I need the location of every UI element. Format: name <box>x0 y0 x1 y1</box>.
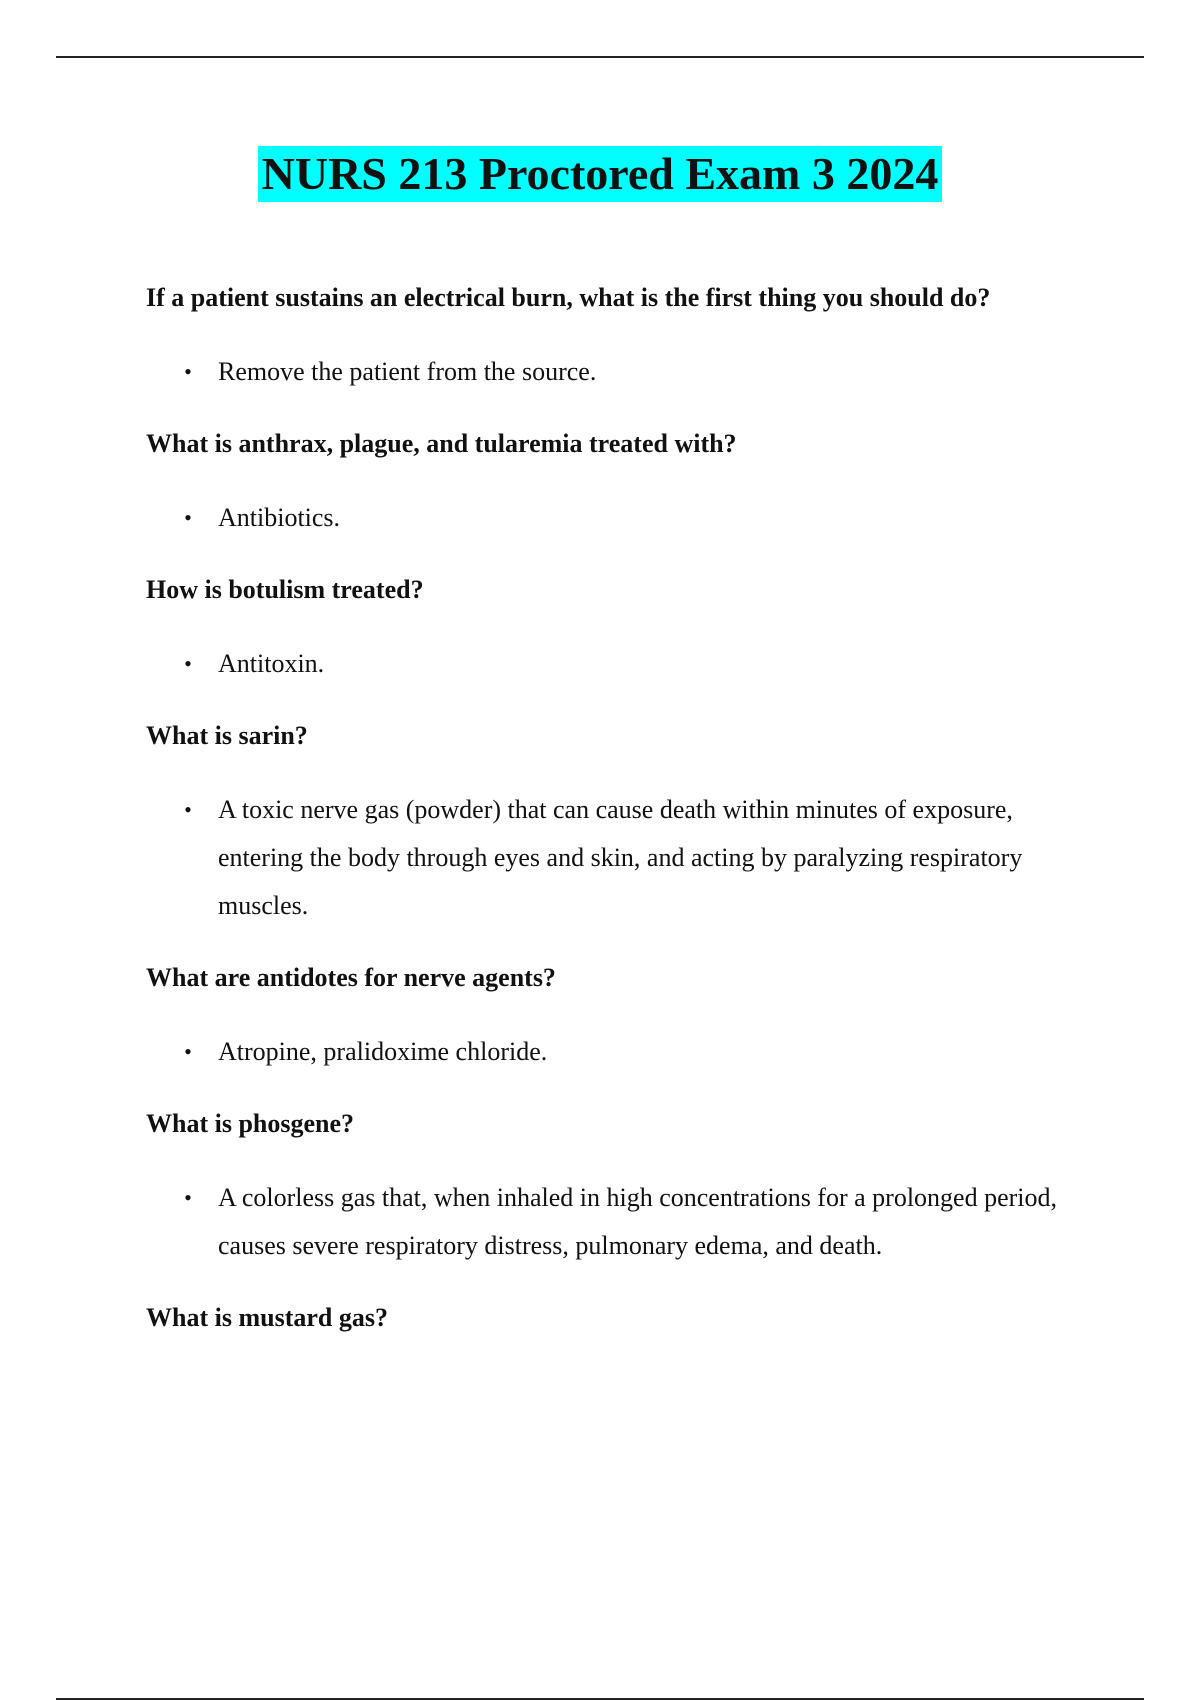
page-title: NURS 213 Proctored Exam 3 2024 <box>258 146 943 202</box>
answer-item <box>146 1174 1096 1270</box>
answer-list <box>146 1028 1096 1076</box>
answer-text: Antibiotics. <box>218 503 341 532</box>
answer-text: A toxic nerve gas (powder) that can cause death within minutes of exposure, entering the body through eyes and skin, and acting by paralyzing respiratory muscles. <box>218 795 1023 920</box>
question-text: What is anthrax, plague, and tularemia treated with? <box>146 429 737 458</box>
answer-item <box>146 1028 1096 1076</box>
bullet-icon: • <box>184 1185 192 1210</box>
qa-item <box>146 716 1096 930</box>
answer-item <box>146 640 1096 688</box>
question-text: What is sarin? <box>146 721 308 750</box>
answer-item <box>146 348 1096 396</box>
answer-list <box>146 348 1096 396</box>
question-text: How is botulism treated? <box>146 575 424 604</box>
qa-item <box>146 570 1096 688</box>
qa-item <box>146 424 1096 542</box>
qa-item <box>146 1104 1096 1270</box>
answer-list <box>146 494 1096 542</box>
bullet-icon: • <box>184 797 192 822</box>
bullet-icon: • <box>184 505 192 530</box>
question-text: What is phosgene? <box>146 1109 355 1138</box>
qa-list <box>146 278 1096 1368</box>
qa-item <box>146 278 1096 396</box>
answer-text: Atropine, pralidoxime chloride. <box>218 1037 548 1066</box>
answer-list <box>146 1174 1096 1270</box>
answer-item <box>146 494 1096 542</box>
bullet-icon: • <box>184 359 192 384</box>
question-text: If a patient sustains an electrical burn, what is the first thing you should do? <box>146 283 991 312</box>
qa-item <box>146 1298 1096 1338</box>
answer-item <box>146 786 1096 930</box>
answer-text: A colorless gas that, when inhaled in high concentrations for a prolonged period, causes severe respiratory distress, pulmonary edema, and death. <box>218 1183 1058 1260</box>
qa-item <box>146 958 1096 1076</box>
answer-text: Remove the patient from the source. <box>218 357 597 386</box>
question-text: What are antidotes for nerve agents? <box>146 963 556 992</box>
title-container <box>0 146 1200 202</box>
answer-list <box>146 786 1096 930</box>
top-rule <box>56 56 1144 58</box>
answer-text: Antitoxin. <box>218 649 325 678</box>
bullet-icon: • <box>184 1039 192 1064</box>
question-text: What is mustard gas? <box>146 1303 388 1332</box>
bullet-icon: • <box>184 651 192 676</box>
answer-list <box>146 640 1096 688</box>
